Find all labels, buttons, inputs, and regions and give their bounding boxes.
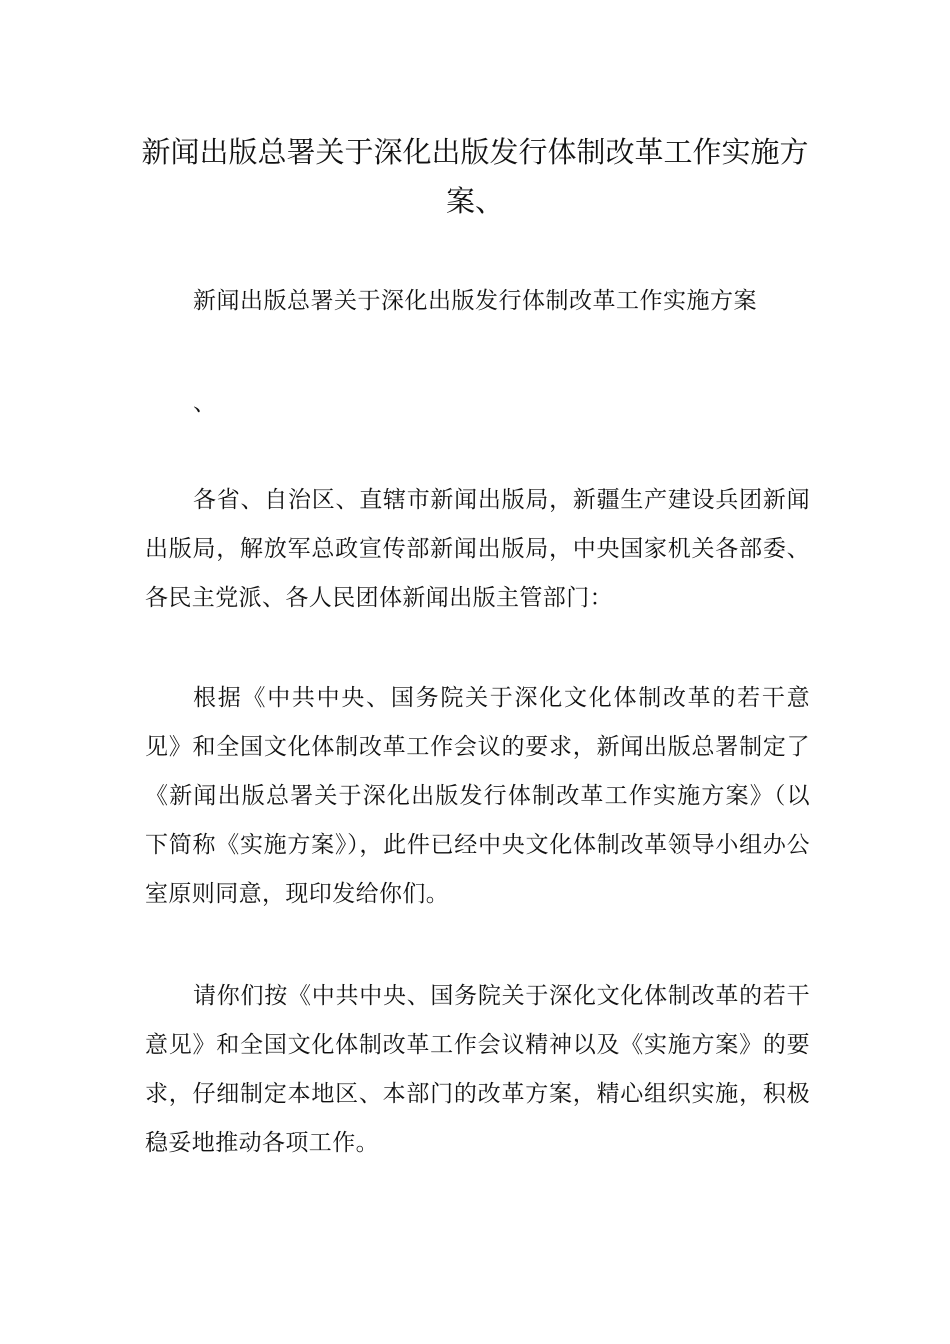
document-subtitle: 新闻出版总署关于深化出版发行体制改革工作实施方案	[193, 288, 757, 314]
paragraph-request: 请你们按《中共中央、国务院关于深化文化体制改革的若干意见》和全国文化体制改革工作会议精神以及《实施方案》的要求，仔细制定本地区、本部门的改革方案，精心组织实施，积极稳妥地推动各项工作。	[145, 983, 810, 1156]
paragraph-addressees: 各省、自治区、直辖市新闻出版局，新疆生产建设兵团新闻出版局，解放军总政宣传部新闻出版局，中央国家机关各部委、各民主党派、各人民团体新闻出版主管部门：	[145, 487, 810, 611]
document-title: 新闻出版总署关于深化出版发行体制改革工作实施方案、	[141, 135, 809, 218]
separator-mark: 、	[193, 390, 216, 416]
paragraph-notice: 根据《中共中央、国务院关于深化文化体制改革的若干意见》和全国文化体制改革工作会议的要求，新闻出版总署制定了《新闻出版总署关于深化出版发行体制改革工作实施方案》（以下简称《实施方案》），此件已经中央文化体制改革领导小组办公室原则同意，现印发给你们。	[145, 685, 810, 907]
